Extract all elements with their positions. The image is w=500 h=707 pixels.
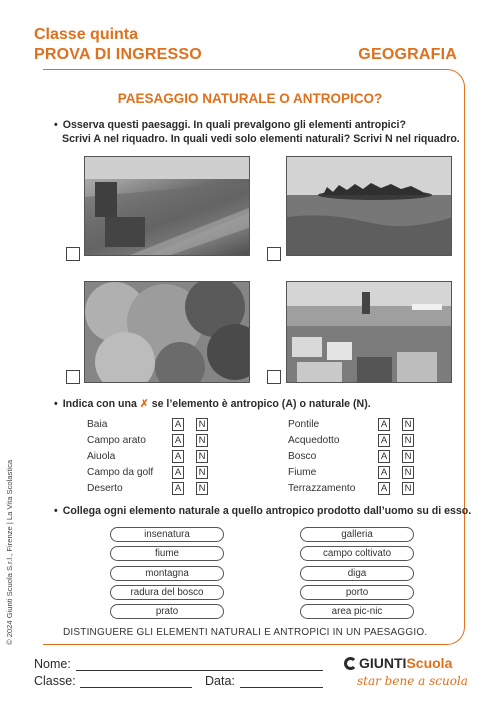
instruction-1-line-1: Osserva questi paesaggi. In quali prevalgono gli elementi antropici? [62,119,406,131]
photo-island-art [287,157,452,256]
element-row: Campo da golf [87,467,154,478]
publisher-logo [344,655,452,671]
anthropic-item[interactable]: campo coltivato [300,546,414,561]
choice-a-box[interactable]: A [378,418,390,431]
class-field-label: Classe: [34,674,76,688]
photo-port-city [286,281,452,383]
copyright-note: © 2024 Giunti Scuola S.r.l., Firenze | La Vita Scolastica [5,459,14,645]
test-title: PROVA DI INGRESSO [34,46,202,63]
class-field[interactable] [80,687,192,688]
anthropic-item[interactable]: area pic-nic [300,604,414,619]
element-row: Fiume [288,467,317,478]
anthropic-item[interactable]: porto [300,585,414,600]
choice-n-box[interactable]: N [196,466,208,479]
instruction-3: • Collega ogni elemento naturale a quello antropico prodotto dall’uomo su di esso. [54,505,472,517]
instruction-1: • Osserva questi paesaggi. In quali prevalgono gli elementi antropici? Scrivi A nel riquadro. In quali vedi solo elementi naturali? Scrivi N nel riquadro. [54,119,460,145]
subject-title: GEOGRAFIA [358,46,457,63]
checkbox-photo-2[interactable] [267,247,281,261]
choice-n-box[interactable]: N [402,450,414,463]
choice-n-box[interactable]: N [196,418,208,431]
class-label: Classe quinta [34,26,139,43]
learning-objective: DISTINGUERE GLI ELEMENTI NATURALI E ANTROPICI IN UN PAESAGGIO. [63,627,428,638]
date-field[interactable] [240,687,323,688]
choice-a-box[interactable]: A [378,434,390,447]
date-label: Data: [205,674,235,688]
anthropic-item[interactable]: galleria [300,527,414,542]
instruction-1-line-2: Scrivi A nel riquadro. In quali vedi solo elementi naturali? Scrivi N nel riquadro. [62,133,460,145]
giunti-logo-icon [344,657,357,670]
photo-forest [84,281,250,383]
choice-a-box[interactable]: A [172,434,184,447]
choice-a-box[interactable]: A [172,450,184,463]
element-row: Deserto [87,483,123,494]
checkbox-photo-4[interactable] [267,370,281,384]
choice-a-box[interactable]: A [378,466,390,479]
natural-item[interactable]: radura del bosco [110,585,224,600]
name-field[interactable] [76,670,323,671]
choice-a-box[interactable]: A [172,466,184,479]
choice-a-box[interactable]: A [378,482,390,495]
photo-beach-city-art [85,157,250,256]
logo-text-1: GIUNTI [359,655,407,671]
element-row: Terrazzamento [288,483,356,494]
choice-n-box[interactable]: N [402,466,414,479]
natural-item[interactable]: prato [110,604,224,619]
photo-forest-art [85,282,250,383]
x-mark-symbol: ✗ [139,398,149,410]
instruction-3-text: Collega ogni elemento naturale a quello antropico prodotto dall’uomo su di esso. [62,505,472,517]
choice-a-box[interactable]: A [378,450,390,463]
anthropic-item[interactable]: diga [300,566,414,581]
element-row: Baia [87,419,108,430]
publisher-tagline: star bene a scuola [357,674,468,688]
instruction-2-after: se l’elemento è antropico (A) o naturale (N). [151,398,371,410]
element-row: Bosco [288,451,317,462]
element-row: Campo arato [87,435,146,446]
natural-item[interactable]: insenatura [110,527,224,542]
checkbox-photo-1[interactable] [66,247,80,261]
name-label: Nome: [34,657,71,671]
element-row: Aiuola [87,451,116,462]
choice-n-box[interactable]: N [402,418,414,431]
instruction-2: • Indica con una ✗ se l’elemento è antropico (A) o naturale (N). [54,398,371,410]
photo-port-city-art [287,282,452,383]
choice-a-box[interactable]: A [172,418,184,431]
natural-item[interactable]: montagna [110,566,224,581]
photo-island [286,156,452,256]
logo-text-2: Scuola [406,655,453,671]
element-row: Acquedotto [288,435,340,446]
instruction-2-before: Indica con una [62,398,137,410]
element-row: Pontile [288,419,320,430]
choice-n-box[interactable]: N [402,482,414,495]
choice-n-box[interactable]: N [196,434,208,447]
natural-item[interactable]: fiume [110,546,224,561]
exercise-title: PAESAGGIO NATURALE O ANTROPICO? [117,91,383,106]
choice-n-box[interactable]: N [402,434,414,447]
choice-n-box[interactable]: N [196,482,208,495]
photo-beach-city [84,156,250,256]
choice-n-box[interactable]: N [196,450,208,463]
checkbox-photo-3[interactable] [66,370,80,384]
choice-a-box[interactable]: A [172,482,184,495]
